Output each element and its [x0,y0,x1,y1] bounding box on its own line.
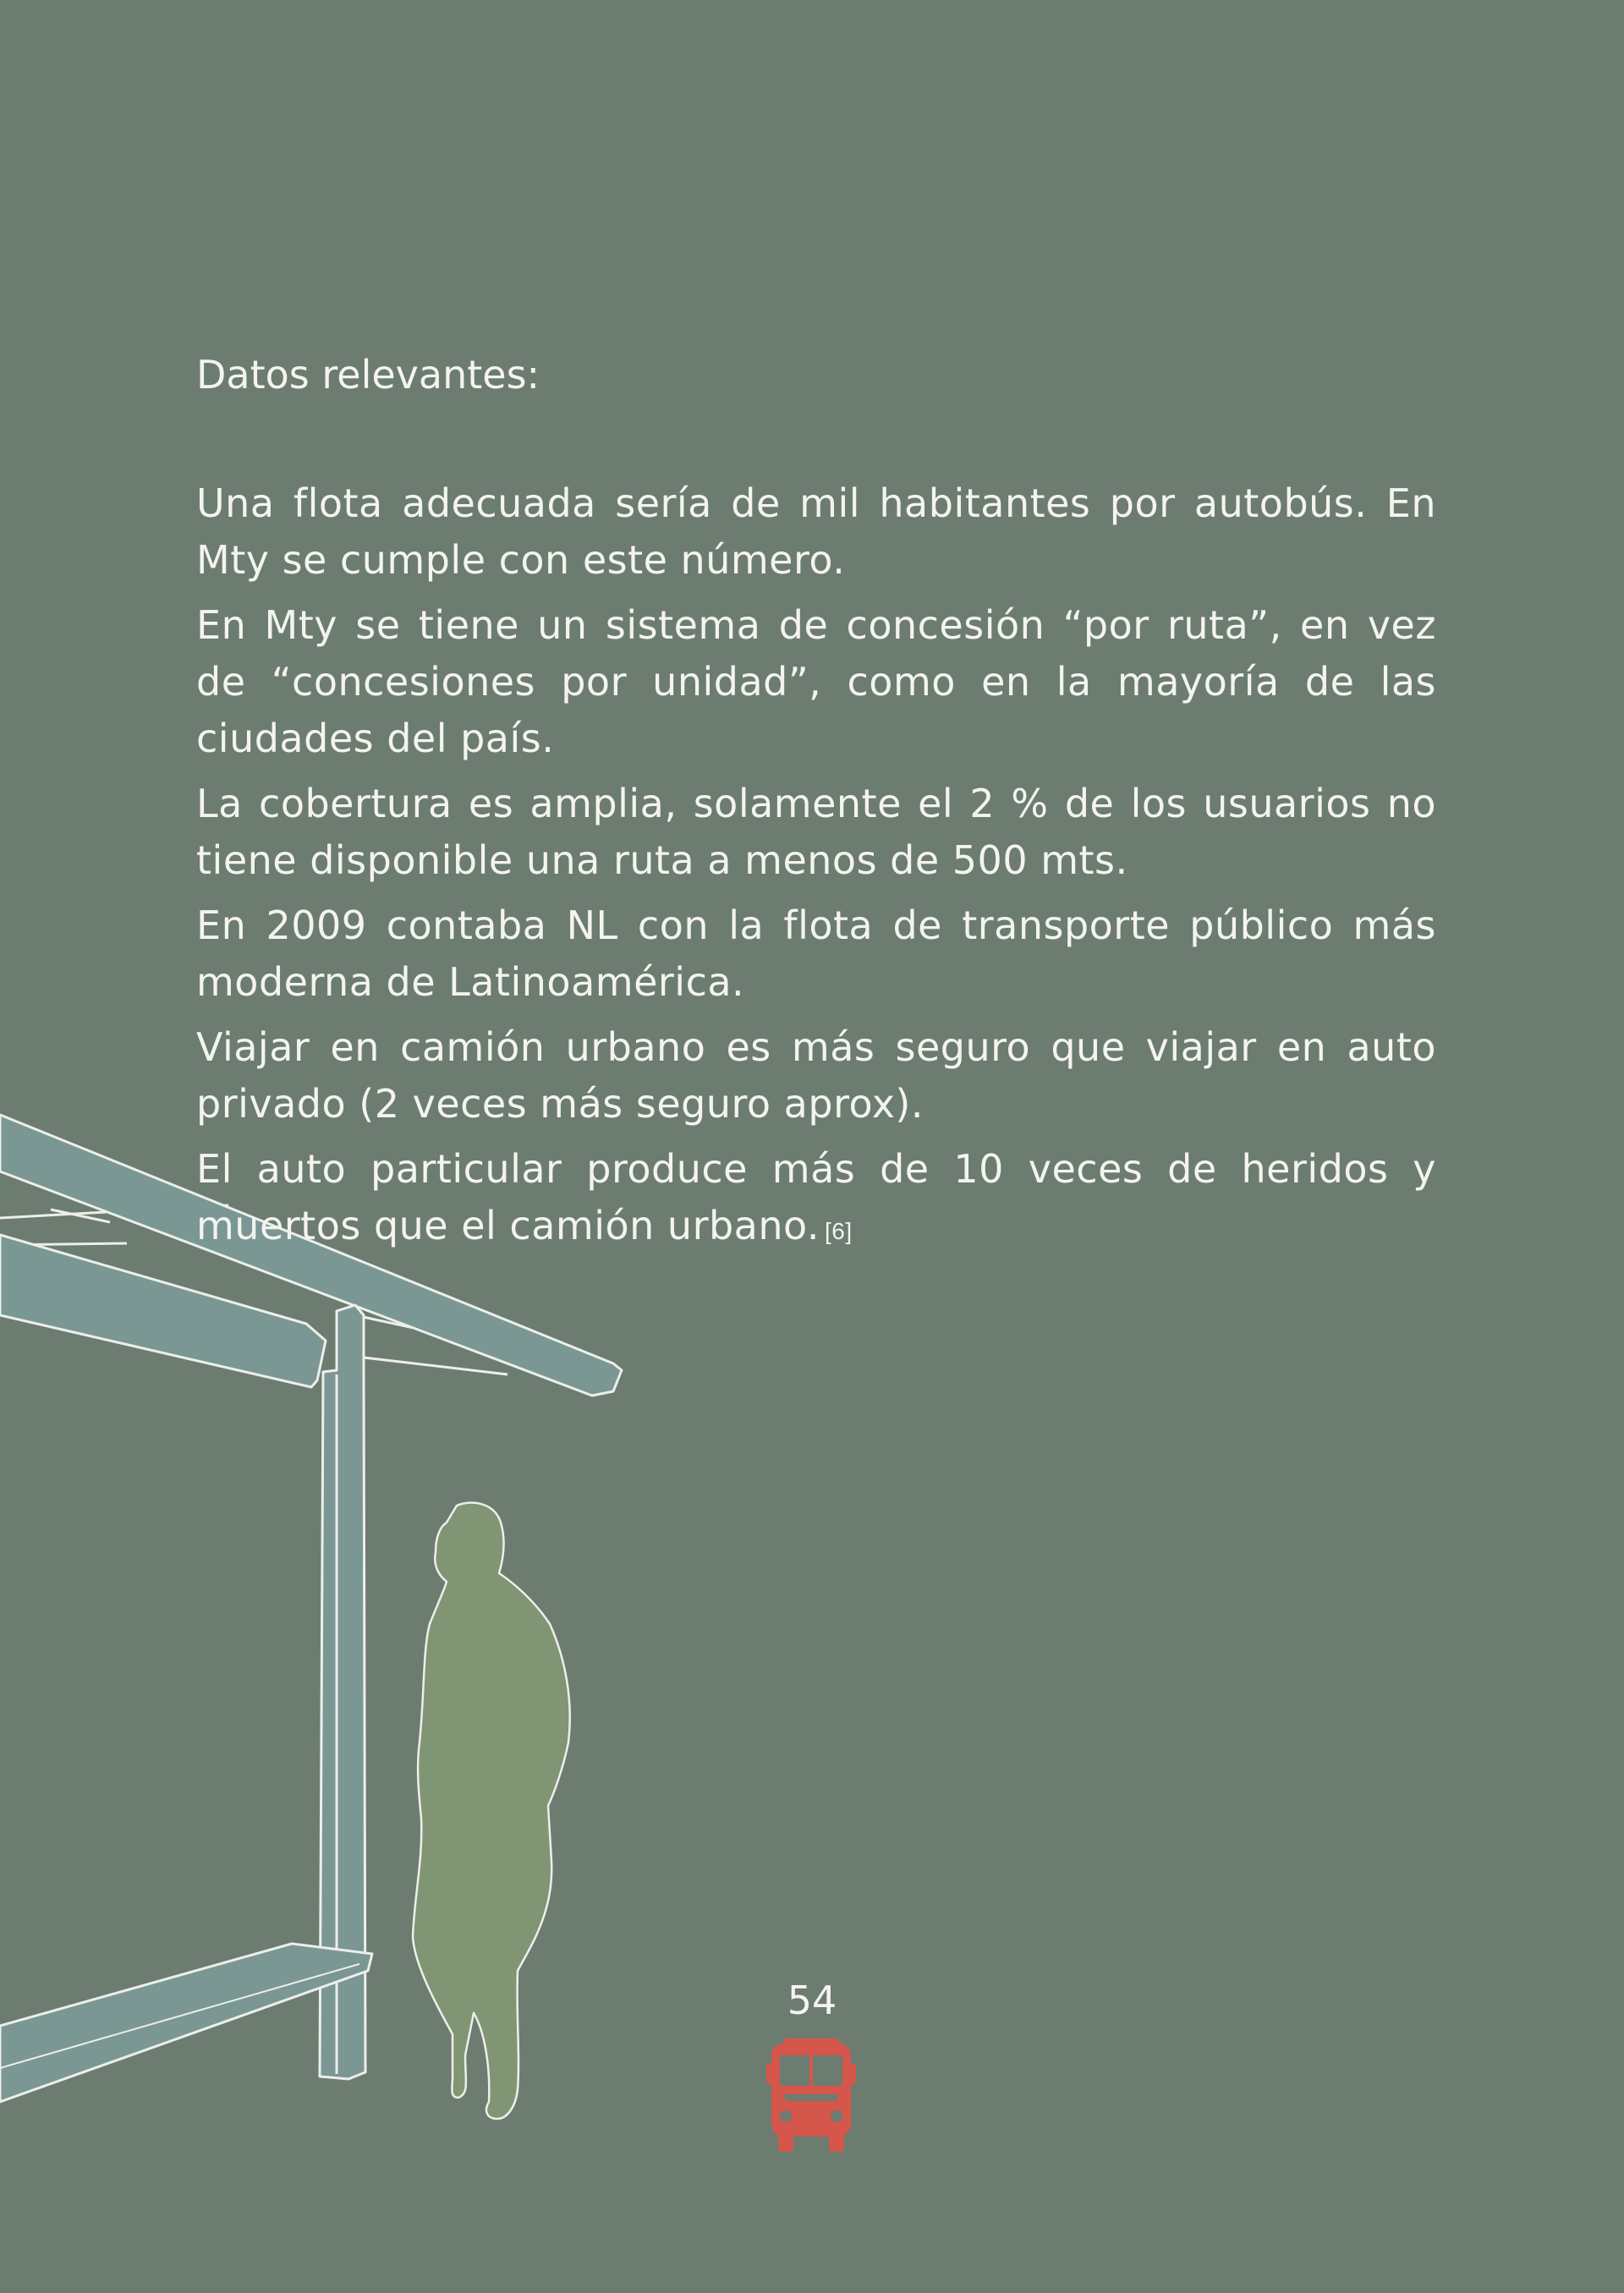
paragraph-coverage: La cobertura es amplia, solamente el 2 % de los usuarios no tiene disponible una ruta a menos de 500 mts. [196,781,1436,883]
paragraph-modern-fleet: En 2009 contaba NL con la flota de transporte público más moderna de Latinoamérica. [196,902,1436,1005]
paragraph-concession: En Mty se tiene un sistema de concesión “por ruta”, en vez de “concesiones por unidad”, como en la mayoría de las ciudades del país. [196,602,1436,761]
paragraph-safety: Viajar en camión urbano es más seguro que viajar en auto privado (2 veces más seguro aprox). [196,1024,1436,1127]
page-number: 54 [787,1978,837,2023]
content-block [196,347,1436,1268]
reference-marker: [6] [824,1218,853,1244]
paragraph-injuries-text: El auto particular produce más de 10 veces de heridos y muertos que el camión urbano. [196,1146,1436,1248]
bus-icon [766,2038,856,2153]
person-silhouette [413,1503,570,2119]
paragraph-fleet: Una flota adecuada sería de mil habitantes por autobús. En Mty se cumple con este número. [196,480,1436,583]
section-heading: Datos relevantes: [196,352,540,398]
shelter-bench [0,1944,372,2102]
paragraph-injuries [196,1141,1436,1259]
